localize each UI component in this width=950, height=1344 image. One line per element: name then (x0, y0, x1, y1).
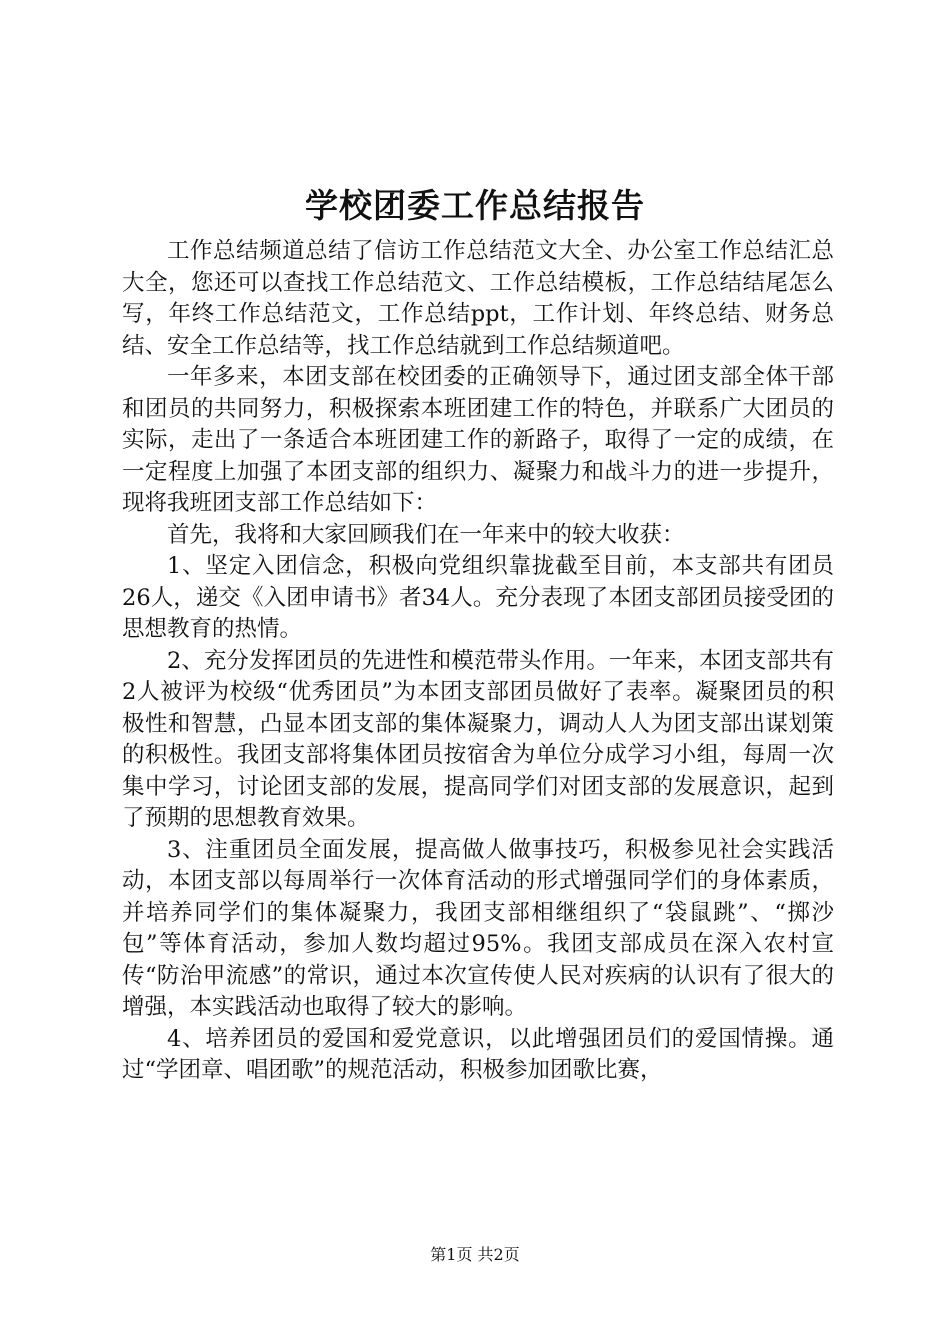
document-title: 学校团委工作总结报告 (305, 186, 645, 225)
paragraph-overview: 一年多来，本团支部在校团委的正确领导下，通过团支部全体干部和团员的共同努力，积极探索本班团建工作的特色，并联系广大团员的实际，走出了一条适合本班团建工作的新路子，取得了一定的成绩，在一定程度上加强了本团支部的组织力、凝聚力和战斗力的进一步提升，现将我班团支部工作总结如下： (122, 364, 834, 516)
paragraph-item-3: 3、注重团员全面发展，提高做人做事技巧，积极参见社会实践活动，本团支部以每周举行一次体育活动的形式增强同学们的身体素质，并培养同学们的集体凝聚力，我团支部相继组织了“袋鼠跳”、“掷沙包”等体育活动，参加人数均超过95%。我团支部成员在深入农村宣传“防治甲流感”的常识，通过本次宣传使人民对疾病的认识有了很大的增强，本实践活动也取得了较大的影响。 (122, 836, 834, 1020)
paragraph-item-4: 4、培养团员的爱国和爱党意识，以此增强团员们的爱国情操。通过“学团章、唱团歌”的规范活动，积极参加团歌比赛， (122, 1025, 834, 1083)
page-footer: 第1页 共2页 (430, 1245, 520, 1264)
paragraph-intro: 工作总结频道总结了信访工作总结范文大全、办公室工作总结汇总大全，您还可以查找工作总结范文、工作总结模板，工作总结结尾怎么写，年终工作总结范文，工作总结ppt，工作计划、年终总结、财务总结、安全工作总结等，找工作总结就到工作总结频道吧。 (122, 238, 834, 359)
paragraph-item-2: 2、充分发挥团员的先进性和模范带头作用。一年来，本团支部共有2人被评为校级“优秀团员”为本团支部团员做好了表率。凝聚团员的积极性和智慧，凸显本团支部的集体凝聚力，调动人人为团支部出谋划策的积极性。我团支部将集体团员按宿舍为单位分成学习小组，每周一次集中学习，讨论团支部的发展，提高同学们对团支部的发展意识，起到了预期的思想教育效果。 (122, 647, 834, 831)
paragraph-item-1: 1、坚定入团信念，积极向党组织靠拢截至目前，本支部共有团员26人，递交《入团申请书》者34人。充分表现了本团支部团员接受团的思想教育的热情。 (122, 553, 834, 642)
document-body (122, 236, 834, 1087)
paragraph-review-lead: 首先，我将和大家回顾我们在一年来中的较大收获： (167, 521, 685, 548)
